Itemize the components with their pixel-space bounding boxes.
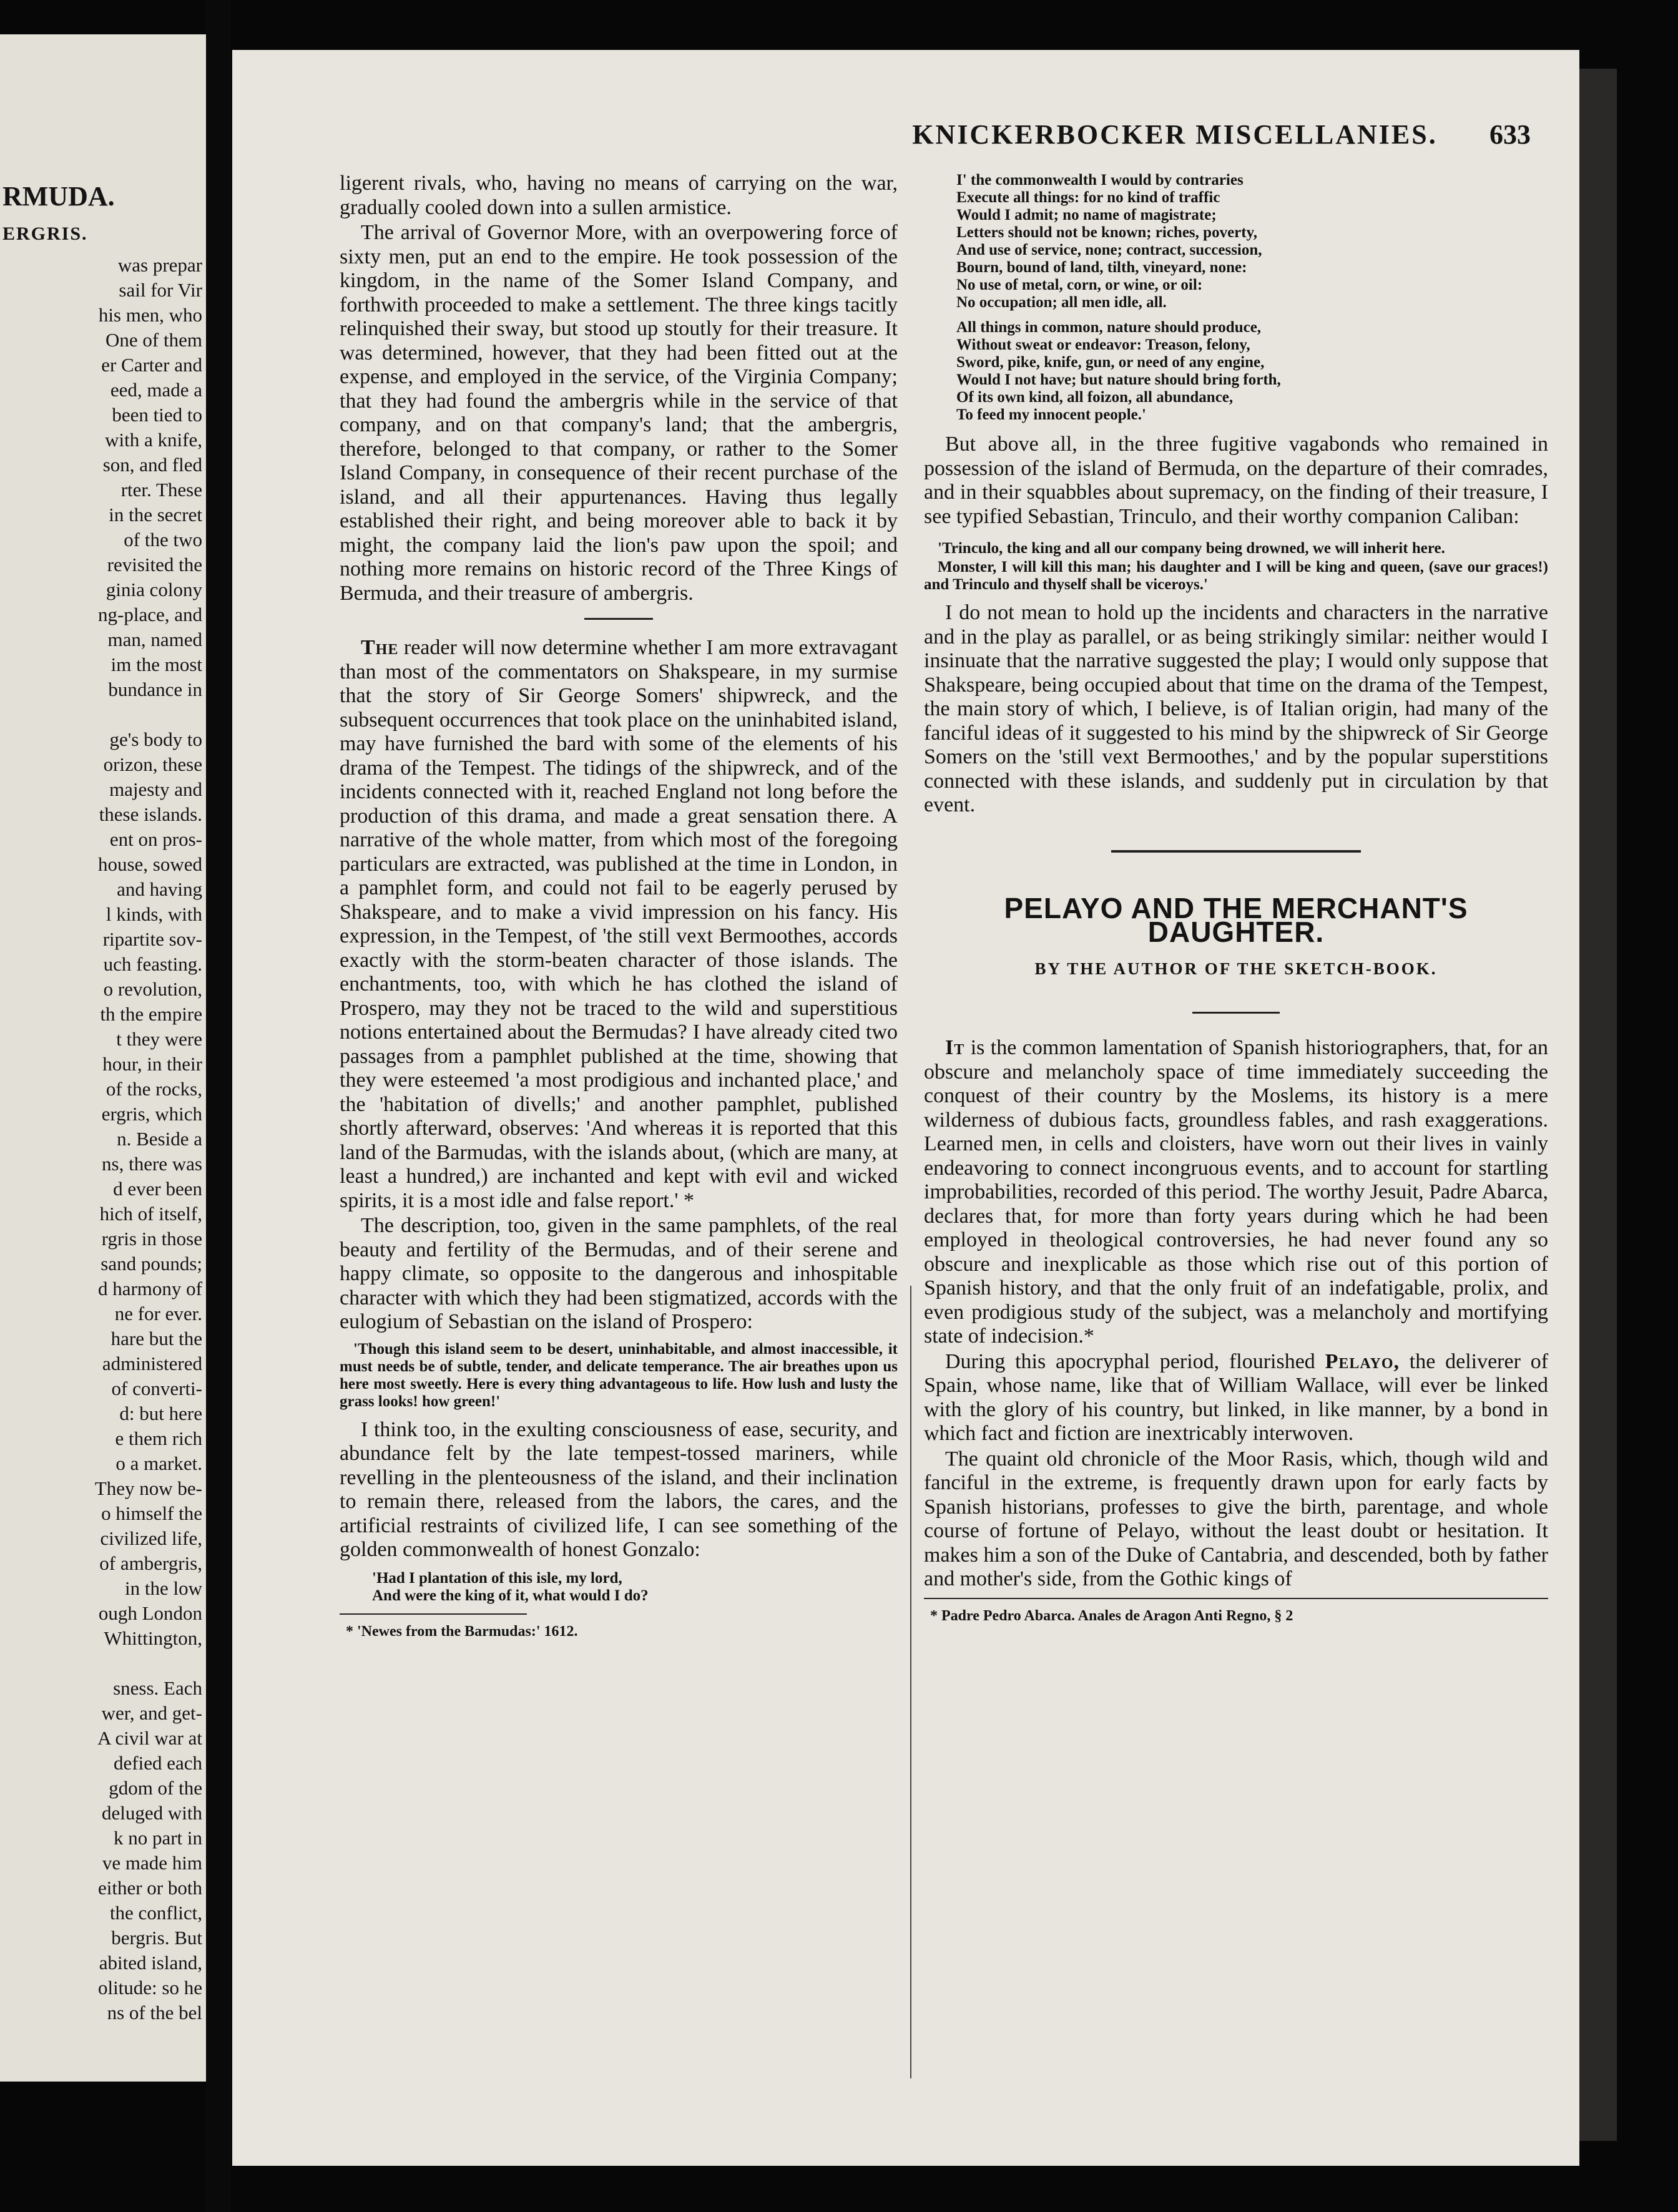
previous-page-line: bergris. But [111, 1927, 202, 1949]
paragraph [340, 636, 898, 1213]
column-rule [910, 1286, 911, 2078]
lead-word: It [945, 1036, 965, 1059]
page-edge [1579, 69, 1617, 2141]
previous-page-fragment [0, 34, 206, 2082]
previous-page-line: l kinds, with [105, 903, 202, 925]
previous-page-line: ough London [98, 1602, 202, 1624]
previous-page-line: either or both [97, 1877, 202, 1899]
previous-page-line [0, 1651, 202, 1676]
previous-page-line: with a knife, [105, 429, 202, 451]
previous-page-line: sail for Vir [119, 279, 202, 301]
previous-page-line: of converti- [111, 1378, 202, 1399]
verse-line: And were the king of it, what would I do? [372, 1587, 649, 1604]
previous-page-line: revisited the [107, 554, 202, 575]
verse-line: Bourn, bound of land, tilth, vineyard, none: [956, 259, 1247, 276]
verse-line: And use of service, none; contract, succession, [956, 242, 1262, 258]
paragraph-text: is the common lamentation of Spanish historiographers, that, for an obscure and melancholy space of time immediately succeeding the conquest of their country by the Moslems, its history is a mere wilderness of dubious facts, groundless fables, and rash exaggerations. Learned men, in cells and cloisters, have worn out their lives in vainly endeavoring to connect incongruous events, and to account for startling improbabilities, recorded of this period. The worthy Jesuit, Padre Abarca, declares that, for more than forty years during which he had been employed in theological controversies, he had never found any so obscure and inexplicable as those which rise out of this portion of Spanish history, and that the only fruit of an indefatigable, prolix, and even prodigious study of the subject, was a melancholy and mortifying state of indecision.* [924, 1036, 1548, 1348]
article-byline: BY THE AUTHOR OF THE SKETCH-BOOK. [1034, 959, 1438, 978]
paragraph: I think too, in the exulting consciousness of ease, security, and abundance felt by the late tempest-tossed mariners, while revelling in the plenteousness of the island, and their inclination to remain there, released from the labors, the cares, and the artificial restraints of civilized life, I can see something of the golden commonwealth of honest Gonzalo: [340, 1417, 898, 1561]
previous-page-line: ripartite sov- [102, 928, 202, 950]
previous-page-line: his men, who [98, 304, 202, 326]
verse-line: Sword, pike, knife, gun, or need of any engine, [956, 354, 1265, 371]
page-number: 633 [1489, 119, 1531, 150]
previous-page-line: e them rich [115, 1427, 202, 1449]
book-gutter [206, 0, 231, 2212]
previous-page-line: rter. These [120, 479, 202, 501]
previous-page-line: ve made him [102, 1852, 202, 1874]
paragraph-text: During this apocryphal period, flourished [945, 1349, 1315, 1373]
previous-page-line: son, and fled [102, 454, 202, 476]
previous-page-line: ns of the bel [107, 2002, 202, 2024]
previous-page-line: A civil war at [97, 1727, 202, 1749]
previous-page-line: the conflict, [109, 1902, 202, 1924]
previous-page-line: rgris in those [101, 1228, 202, 1250]
previous-page-line: d harmony of [97, 1278, 202, 1299]
section-divider [584, 618, 653, 620]
running-header: KNICKERBOCKER MISCELLANIES. [912, 119, 1438, 150]
previous-page-line: er Carter and [101, 354, 202, 376]
previous-page-line: of ambergris, [99, 1552, 202, 1574]
verse-line: Execute all things: for no kind of traffic [956, 189, 1220, 206]
article-separator [1111, 850, 1361, 853]
previous-page-line: They now be- [94, 1477, 202, 1499]
previous-page-line: wer, and get- [101, 1702, 202, 1724]
paragraph-text: the deliverer of Spain, whose name, like that of William Wallace, will ever be linked with the glory of his country, but linked, in like manner, by a bond in which fact and fiction are inextricably interwoven. [924, 1349, 1549, 1445]
verse-quote [956, 172, 1548, 424]
footnote-rule [340, 1613, 527, 1615]
verse-line: Of its own kind, all foizon, all abundance, [956, 389, 1234, 406]
verse-line: Would I admit; no name of magistrate; [956, 207, 1217, 223]
paragraph [924, 1350, 1548, 1446]
verse-quote [372, 1570, 898, 1605]
previous-page-text [0, 178, 202, 2025]
previous-page-line: administered [102, 1353, 202, 1374]
verse-line: 'Had I plantation of this isle, my lord, [372, 1569, 622, 1587]
previous-page-line: im the most [110, 653, 202, 675]
previous-page-line: t they were [116, 1028, 202, 1050]
previous-page-line: k no part in [113, 1827, 202, 1849]
previous-page-line: uch feasting. [103, 953, 202, 975]
verse-line: Letters should not be known; riches, poverty, [956, 224, 1257, 241]
previous-page-line: of the rocks, [105, 1078, 202, 1100]
previous-page-line: d: but here [119, 1402, 202, 1424]
verse-line: Without sweat or endeavor: Treason, felony, [956, 336, 1250, 353]
book-page [232, 50, 1579, 2166]
paragraph: The quaint old chronicle of the Moor Rasis, which, though wild and fanciful in the extreme, is frequently drawn upon for early facts by Spanish historians, professes to give the birth, parentage, and whole course of fortune of Pelayo, without the least doubt or hesitation. It makes him a son of the Duke of Cantabria, and descended, both by father and mother's side, from the Gothic kings of [924, 1447, 1548, 1590]
quote-text: 'Though this island seem to be desert, uninhabitable, and almost inaccessible, it must needs be of subtle, tender, and delicate temperance. The air breathes upon us here most sweetly. Here is every thing advantageous to life. How lush and lusty the grass looks! how green!' [340, 1340, 898, 1410]
previous-page-line: hare but the [110, 1328, 202, 1349]
previous-page-line: d ever been [113, 1178, 202, 1200]
previous-page-line [0, 702, 202, 727]
footnote-text: * 'Newes from the Barmudas:' 1612. [346, 1623, 578, 1640]
footnote-text: * Padre Pedro Abarca. Anales de Aragon Anti Regno, § 2 [930, 1607, 1293, 1624]
footnote [924, 1604, 1548, 1628]
previous-page-heading: RMUDA. [2, 181, 115, 212]
previous-page-line: in the low [125, 1577, 202, 1599]
verse-line: Would I not have; but nature should bring forth, [956, 371, 1281, 388]
previous-page-line: olitude: so he [97, 1977, 202, 1999]
previous-page-line: hich of itself, [99, 1203, 202, 1225]
right-column [924, 172, 1548, 1629]
previous-page-line: was prepar [117, 254, 202, 276]
paragraph: The description, too, given in the same pamphlets, of the real beauty and fertility of the Bermudas, and of their serene and happy climate, so opposite to the dangerous and inhospitable character with which they had been stigmatized, accords with the eulogium of Sebastian on the island of Prospero: [340, 1214, 898, 1333]
previous-page-line: Whittington, [104, 1627, 202, 1649]
previous-page-line: eed, made a [110, 379, 202, 401]
previous-page-line: One of them [105, 329, 202, 351]
previous-page-line: ergris, which [101, 1103, 202, 1125]
paragraph: But above all, in the three fugitive vagabonds who remained in possession of the island of Bermuda, on the departure of their comrades, and in their squabbles about supremacy, on the finding of their treasure, I see typified Sebastian, Trinculo, and their worthy companion Caliban: [924, 433, 1548, 528]
previous-page-line: ge's body to [109, 728, 202, 750]
quote-text: Monster, I will kill this man; his daughter and I will be king and queen, (save our graces!) and Trinculo and thyself shall be viceroys.' [924, 559, 1548, 593]
paragraph: The arrival of Governor More, with an overpowering force of sixty men, put an end to the empire. He took possession of the kingdom, in the name of the Somer Island Company, and forthwith proceeded to make a settlement. The three kings tacitly relinquished their sway, but stood up stoutly for their treasure. It was determined, however, that they had been fitted out at the expense, and employed in the service, of the Virginia Company; that they had found the ambergris while in the service of that company, and on that company's land; that the ambergris, therefore, belonged to that company, or rather to the Somer Island Company, in consequence of their recent purchase of the island, and all their appurtenances. Having thus legally established their right, and being moreover able to back it by might, the company laid the lion's paw upon the spoil; and nothing more remains on historic record of the Three Kings of Bermuda, and their treasure of ambergris. [340, 221, 898, 605]
paragraph: I do not mean to hold up the incidents and characters in the narrative and in the play as parallel, or as being strikingly similar: neither would I insinuate that the narrative suggested the play; I would only suppose that Shakspeare, being occupied about that time on the drama of the Tempest, the main story of which, I believe, is of Italian origin, had many of the fanciful ideas of it suggested to his mind by the shipwreck of Sir George Somers on the 'still vext Bermoothes,' and by the popular superstitions connected with these islands, and suddenly put in circulation by that event. [924, 601, 1548, 816]
byline-rule [1192, 1012, 1280, 1014]
left-column [340, 172, 898, 1645]
previous-page-line: ng-place, and [98, 604, 202, 625]
previous-page-line: abited island, [99, 1952, 202, 1974]
block-quote [924, 540, 1548, 594]
verse-stanza [956, 319, 1548, 424]
previous-page-line: hour, in their [102, 1053, 202, 1075]
verse-line: To feed my innocent people.' [956, 406, 1146, 423]
previous-page-line: n. Beside a [117, 1128, 202, 1150]
article-title: PELAYO AND THE MERCHANT'S DAUGHTER. [1004, 891, 1468, 948]
previous-page-line: o a market. [115, 1452, 202, 1474]
previous-page-line: gdom of the [109, 1777, 202, 1799]
previous-page-line: sness. Each [113, 1677, 202, 1699]
previous-page-line: deluged with [102, 1802, 202, 1824]
previous-page-line: and having [117, 878, 202, 900]
previous-page-line: of the two [124, 529, 202, 551]
previous-page-line: o himself the [101, 1502, 202, 1524]
footnote [340, 1620, 898, 1644]
paragraph [924, 1036, 1548, 1349]
previous-page-line: defied each [114, 1752, 202, 1774]
previous-page-line: in the secret [109, 504, 202, 526]
verse-line: I' the commonwealth I would by contraries [956, 172, 1244, 188]
verse-line: No use of metal, corn, or wine, or oil: [956, 276, 1203, 293]
previous-page-line: bundance in [108, 678, 202, 700]
paragraph-text: reader will now determine whether I am more extravagant than most of the commentators on Shakspeare, in my surmise that the story of Sir George Somers' shipwreck, and the subsequent occurrences that took place on the uninhabited island, may have furnished the bard with some of the elements of his drama of the Tempest. The tidings of the shipwreck, and of the incidents connected with it, reached England not long before the production of this drama, and made a great sensation there. A narrative of the whole matter, from which most of the foregoing particulars are extracted, was published at the time in London, in a pamphlet form, and could not fail to be eagerly perused by Shakspeare, and to make a vivid impression on his fancy. His expression, in the Tempest, of 'the still vext Bermoothes, accords exactly with the storm-beaten character of those islands. The enchantments, too, with which he has clothed the island of Prospero, may they not be traced to the wild and superstitious notions entertained about the Bermudas? I have already cited two passages from a pamphlet published at the time, showing that they were esteemed 'a most prodigious and inchanted place,' and the 'habitation of divells;' and another pamphlet, published shortly afterward, observes: 'And whereas it is reported that this land of the Barmudas, with the islands about, (which are many, at least a hundred,) are inchanted and kept with evil and wicked spirits, it is a most idle and false report.' * [340, 636, 898, 1212]
previous-page-line: o revolution, [103, 978, 202, 1000]
previous-page-line: majesty and [109, 778, 202, 800]
verse-line: All things in common, nature should produce, [956, 319, 1262, 336]
verse-line: No occupation; all men idle, all. [956, 294, 1167, 311]
previous-page-line: sand pounds; [101, 1253, 202, 1275]
quote-text: 'Trinculo, the king and all our company being drowned, we will inherit here. [938, 540, 1445, 557]
previous-page-line: ginia colony [105, 579, 202, 600]
block-quote [340, 1341, 898, 1411]
verse-stanza [956, 172, 1548, 311]
previous-page-line: these islands. [99, 803, 202, 825]
previous-page-line: ne for ever. [114, 1303, 202, 1324]
previous-page-line: orizon, these [103, 753, 202, 775]
previous-page-line: man, named [107, 629, 202, 650]
previous-page-subheading: ERGRIS. [2, 223, 88, 244]
lead-word: The [361, 636, 399, 659]
previous-page-line: th the empire [100, 1003, 202, 1025]
previous-page-line: ent on pros- [109, 828, 202, 850]
name-pelayo: Pelayo, [1325, 1349, 1400, 1373]
paragraph: ligerent rivals, who, having no means of carrying on the war, gradually cooled down into a sullen armistice. [340, 172, 898, 219]
previous-page-line: house, sowed [97, 853, 202, 875]
previous-page-line: civilized life, [100, 1527, 202, 1549]
previous-page-line: been tied to [112, 404, 202, 426]
footnote-rule [924, 1598, 1548, 1599]
previous-page-line: ns, there was [102, 1153, 202, 1175]
